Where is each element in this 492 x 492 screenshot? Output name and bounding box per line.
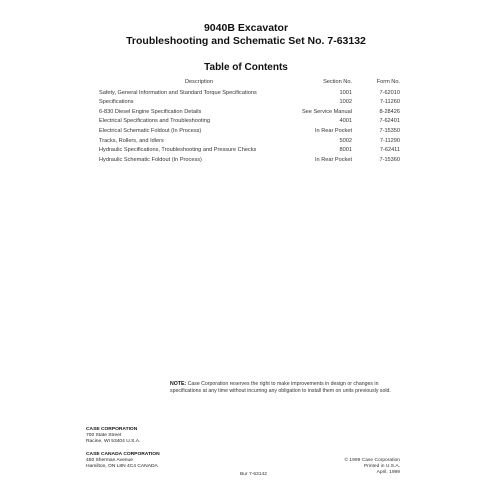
copyright: © 1999 Case Corporation [344, 458, 400, 463]
toc-row [99, 108, 400, 118]
toc-row [99, 156, 400, 166]
toc-description: Hydraulic Schematic Foldout (In Process) [99, 156, 202, 163]
copyright-block [344, 458, 400, 476]
toc-section: In Rear Pocket [315, 127, 352, 134]
company-name: CASE CORPORATION [86, 427, 138, 432]
address-block-canada [86, 452, 160, 470]
toc-form: 7-62010 [379, 89, 400, 96]
toc-form: 7-62401 [379, 118, 400, 125]
printed-location: Printed in U.S.A. [363, 464, 400, 469]
toc-description: Hydraulic Specifications, Troubleshooting and Pressure Checks [99, 147, 257, 154]
publication-date: April, 1999 [376, 470, 400, 475]
company-name: CASE CANADA CORPORATION [86, 452, 160, 457]
toc-form: 7-15350 [379, 127, 400, 134]
column-header-section: Section No. [323, 79, 352, 85]
table-of-contents [99, 78, 400, 165]
toc-section: See Service Manual [301, 108, 352, 115]
disclaimer-note [170, 381, 402, 396]
address-line: 450 Sherman Avenue [86, 458, 133, 463]
toc-description: Safety, General Information and Standard Torque Specifications [99, 89, 257, 96]
note-label: NOTE: [170, 381, 187, 387]
toc-row [99, 146, 400, 156]
toc-row [99, 89, 400, 99]
title-line-2: Troubleshooting and Schematic Set No. 7-63132 [126, 35, 366, 47]
title-line-1: 9040B Excavator [203, 22, 289, 34]
toc-row [99, 137, 400, 147]
toc-description: Electrical Specifications and Troubleshooting [99, 118, 211, 125]
column-header-description: Description [185, 79, 213, 85]
toc-form: 7-15360 [379, 156, 400, 163]
toc-description: 6-830 Diesel Engine Specification Details [99, 108, 202, 115]
toc-heading: Table of Contents [204, 62, 288, 73]
toc-section: 5002 [339, 137, 352, 144]
toc-section: 1001 [339, 89, 352, 96]
toc-section: In Rear Pocket [315, 156, 352, 163]
column-header-form: Form No. [376, 79, 400, 85]
toc-form: 7-11290 [379, 137, 400, 144]
toc-header-row [99, 78, 400, 88]
address-line: 700 State Street [86, 433, 122, 438]
toc-form: 8-28426 [379, 108, 400, 115]
bur-number: Bur 7-63142 [240, 472, 267, 477]
toc-description: Specifications [99, 99, 134, 106]
toc-section: 8001 [339, 147, 352, 154]
address-line: Racine, WI 53404 U.S.A. [86, 439, 141, 444]
toc-row [99, 127, 400, 137]
toc-description: Electrical Schematic Foldout (In Process) [99, 127, 202, 134]
toc-form: 7-11260 [379, 99, 400, 106]
document-title [0, 22, 492, 48]
toc-row [99, 117, 400, 127]
toc-section: 1002 [339, 99, 352, 106]
toc-row [99, 98, 400, 108]
address-line: Hamilton, ON L8N 4C4 CANADA [86, 464, 158, 469]
toc-section: 4001 [339, 118, 352, 125]
note-text: Case Corporation reserves the right to make improvements in design or changes in specifications at any time without incurring any obligation to install them on units previously sold. [170, 381, 391, 395]
toc-description: Tracks, Rollers, and Idlers [99, 137, 164, 144]
address-block-us [86, 427, 140, 445]
toc-form: 7-62411 [379, 147, 400, 154]
